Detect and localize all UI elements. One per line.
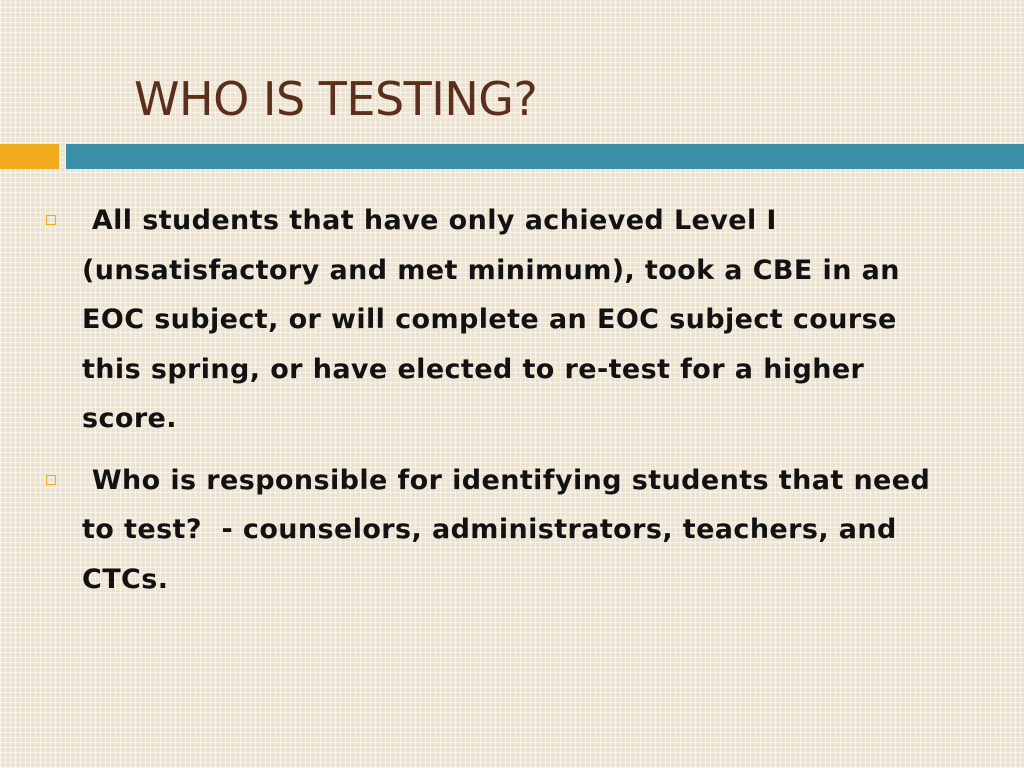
slide-title: WHO IS TESTING? (134, 72, 538, 126)
bullet-item (46, 456, 946, 605)
bullet-item (46, 196, 946, 444)
teal-title-bar (66, 144, 1024, 169)
hollow-square-bullet-icon (46, 475, 56, 485)
bullet-text: Who is responsible for identifying students that need to test? - counselors, administrators, teachers, and CTCs. (82, 464, 941, 595)
bullet-text: All students that have only achieved Level I (unsatisfactory and met minimum), took a CBE in an EOC subject, or will complete an EOC subject course this spring, or have elected to re-test for a higher score. (82, 205, 910, 434)
orange-accent-block (0, 144, 59, 169)
hollow-square-bullet-icon (46, 215, 56, 225)
bullet-list (46, 196, 946, 616)
